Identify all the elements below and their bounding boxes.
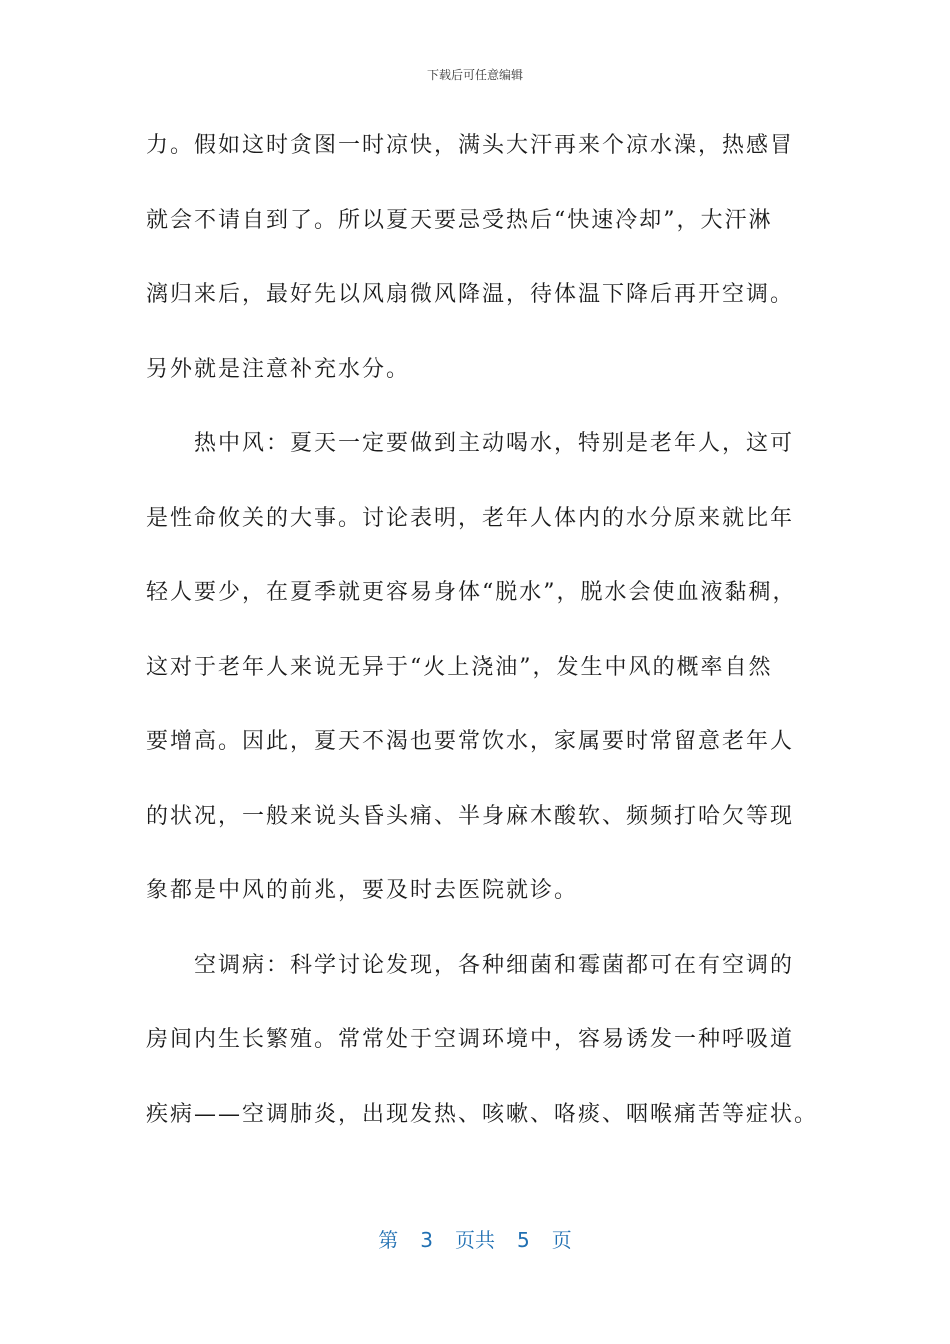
text-line: 轻人要少，在夏季就更容易身体“脱水”，脱水会使血液黏稠，	[146, 580, 797, 605]
text-line: 这对于老年人来说无异于“火上浇油”，发生中风的概率自然	[146, 654, 773, 680]
text-line: 力。假如这时贪图一时凉快，满头大汗再来个凉水澡，热感冒	[146, 133, 795, 158]
text-line: 房间内生长繁殖。常常处于空调环境中，容易诱发一种呼吸道	[146, 1027, 795, 1052]
paragraph-start-line: 空调病：科学讨论发现，各种细菌和霉菌都可在有空调的	[194, 952, 795, 978]
total-pages-number: 5	[517, 1228, 530, 1252]
footer-prefix: 第	[378, 1228, 399, 1252]
footer-middle: 页共	[455, 1228, 495, 1252]
text-line: 另外就是注意补充水分。	[146, 356, 411, 382]
text-line: 漓归来后，最好先以风扇微风降温，待体温下降后再开空调。	[146, 282, 795, 307]
text-line: 的状况，一般来说头昏头痛、半身麻木酸软、频频打哈欠等现	[146, 803, 795, 829]
text-line: 是性命攸关的大事。讨论表明，老年人体内的水分原来就比年	[146, 505, 795, 531]
paragraph-start-line: 热中风：夏天一定要做到主动喝水，特别是老年人，这可	[194, 431, 795, 456]
text-line: 象都是中风的前兆，要及时去医院就诊。	[146, 878, 579, 903]
text-line: 疾病——空调肺炎，出现发热、咳嗽、咯痰、咽喉痛苦等症状。	[146, 1101, 819, 1127]
document-body	[146, 124, 819, 1167]
footer-suffix: 页	[551, 1228, 572, 1252]
page-footer	[0, 1224, 950, 1253]
text-line: 要增高。因此，夏天不渴也要常饮水，家属要时常留意老年人	[146, 729, 795, 754]
text-line: 就会不请自到了。所以夏天要忌受热后“快速冷却”，大汗淋	[146, 207, 773, 233]
page-header: 下载后可任意编辑	[426, 68, 523, 82]
current-page-number: 3	[420, 1228, 433, 1252]
